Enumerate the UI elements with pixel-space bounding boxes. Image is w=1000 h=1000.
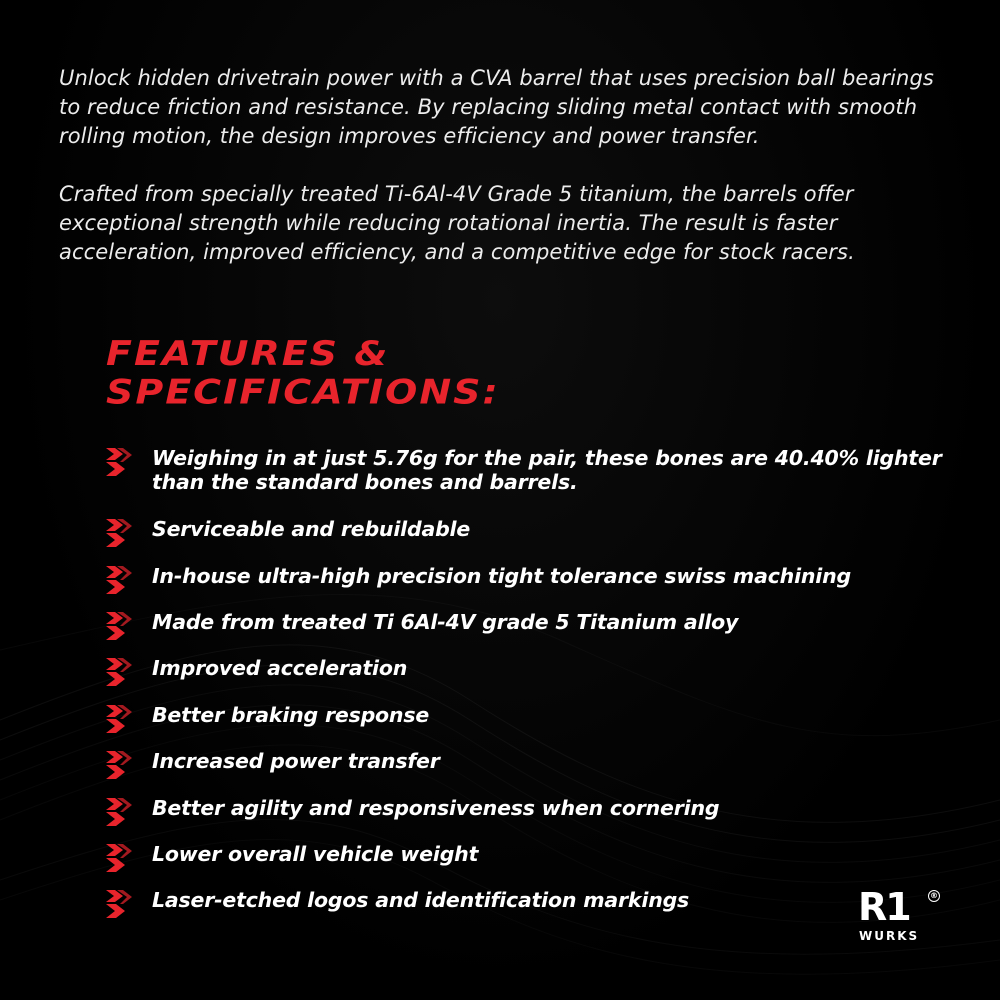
feature-text: Laser-etched logos and identification markings: [152, 888, 690, 912]
intro-paragraph-2: Crafted from specially treated Ti-6Al-4V Grade 5 titanium, the barrels offer exceptional strength while reducing rotational inertia. The result is faster acceleration, improved efficiency, and a competitive edge for stock racers.: [59, 182, 855, 264]
chevron-right-icon: [106, 751, 133, 781]
chevron-right-icon: [106, 566, 133, 596]
feature-text: Improved acceleration: [152, 656, 408, 680]
feature-item: [106, 564, 956, 596]
feature-text: Weighing in at just 5.76g for the pair, these bones are 40.40% lighter than the standard bones and barrels.: [152, 446, 942, 494]
chevron-right-icon: [106, 798, 133, 828]
intro-text: [59, 64, 959, 267]
feature-item: [106, 842, 956, 874]
registered-mark-icon: ®: [930, 891, 938, 900]
feature-text: Lower overall vehicle weight: [152, 842, 479, 866]
feature-item: [106, 656, 956, 688]
chevron-right-icon: [106, 844, 133, 874]
feature-text: In-house ultra-high precision tight tolerance swiss machining: [152, 564, 851, 588]
feature-text: Better braking response: [152, 703, 430, 727]
chevron-right-icon: [106, 890, 133, 920]
feature-item: [106, 517, 956, 549]
chevron-right-icon: [106, 448, 133, 478]
feature-text: Better agility and responsiveness when cornering: [152, 796, 720, 820]
feature-item: [106, 796, 956, 828]
features-heading-line-2: SPECIFICATIONS:: [106, 372, 500, 412]
chevron-right-icon: [106, 705, 133, 735]
chevron-right-icon: [106, 519, 133, 549]
feature-text: Serviceable and rebuildable: [152, 517, 471, 541]
feature-text: Made from treated Ti 6Al-4V grade 5 Titanium alloy: [152, 610, 739, 634]
feature-item: [106, 446, 956, 494]
logo-mark: R1: [858, 885, 910, 929]
logo-name: WURKS: [859, 929, 920, 943]
chevron-right-icon: [106, 612, 133, 642]
r1-wurks-logo: [858, 885, 942, 944]
chevron-right-icon: [106, 658, 133, 688]
feature-text: Increased power transfer: [152, 749, 440, 773]
features-heading: [106, 334, 500, 411]
feature-item: [106, 749, 956, 781]
intro-paragraph-1: Unlock hidden drivetrain power with a CVA barrel that uses precision ball bearings to reduce friction and resistance. By replacing sliding metal contact with smooth rolling motion, the design improves efficiency and power transfer.: [59, 66, 934, 148]
feature-item: [106, 888, 956, 920]
feature-item: [106, 703, 956, 735]
features-heading-line-1: FEATURES &: [106, 334, 390, 373]
feature-item: [106, 610, 956, 642]
